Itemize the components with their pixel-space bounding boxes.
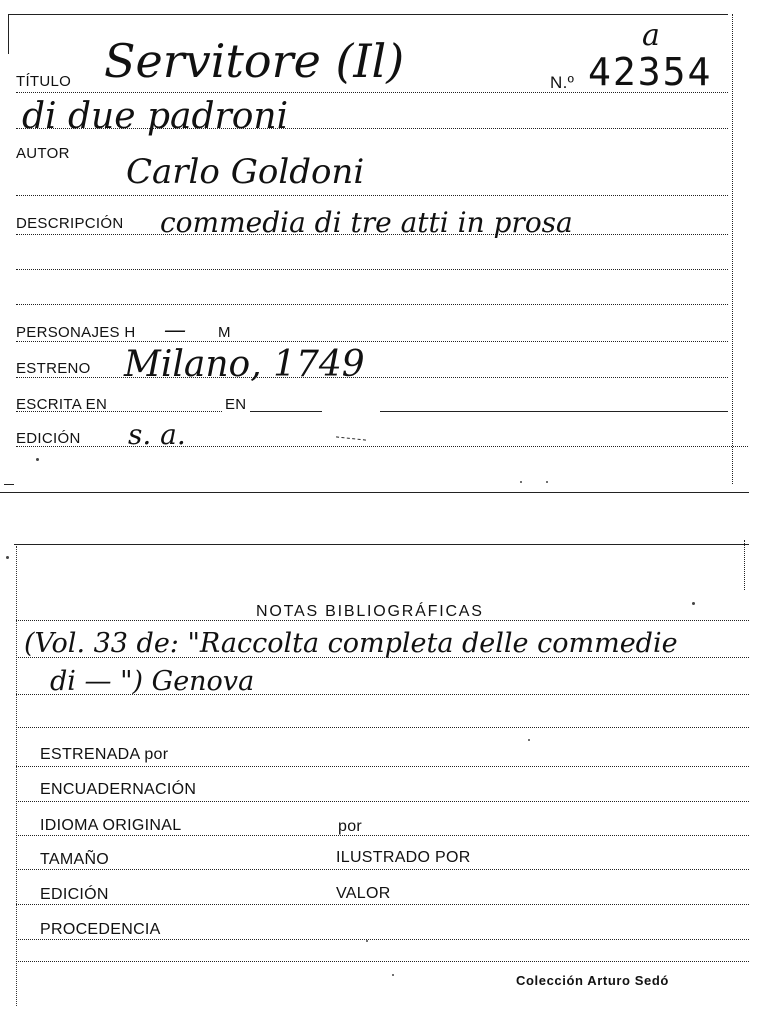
ilustrado-label: ILUSTRADO POR: [336, 849, 471, 866]
notas-line: [16, 620, 749, 621]
notas-line-3-rule: [16, 727, 749, 728]
procedencia-line: [16, 939, 749, 940]
valor-label: VALOR: [336, 885, 391, 902]
card-right-border: [732, 14, 733, 484]
speck: [528, 739, 530, 741]
catalog-card-front: [0, 0, 759, 500]
back-left-border: [16, 546, 17, 1006]
edicion-back-label: EDICIÓN: [40, 886, 109, 903]
numero-value: 42354: [588, 50, 713, 94]
notas-label: NOTAS BIBLIOGRÁFICAS: [256, 603, 484, 620]
descripcion-label: DESCRIPCIÓN: [16, 215, 124, 232]
card-bottom-edge: [0, 492, 749, 493]
estrenada-line: [16, 766, 749, 767]
notas-line-2: di — ") Genova: [50, 666, 255, 697]
edicion-back-line: [16, 904, 749, 905]
personajes-label: PERSONAJES H: [16, 324, 136, 341]
tamano-line: [16, 869, 749, 870]
notas-line-2-rule: [16, 694, 749, 695]
edicion-value: s. a.: [128, 418, 186, 451]
blank-line-1: [16, 269, 728, 270]
speck: [520, 481, 522, 483]
por-label: por: [338, 818, 363, 835]
blank-line-2: [16, 304, 728, 305]
blank-back-line: [16, 961, 749, 962]
titulo-continuation: di due padroni: [22, 96, 289, 137]
estreno-label: ESTRENO: [16, 360, 91, 377]
edicion-label: EDICIÓN: [16, 430, 81, 447]
estreno-line: [16, 377, 728, 378]
speck: [546, 481, 548, 483]
card-left-border: [8, 14, 9, 54]
escrita-en-label: EN: [225, 396, 247, 413]
autor-value: Carlo Goldoni: [126, 152, 365, 192]
estreno-value: Milano, 1749: [124, 344, 365, 385]
encuadernacion-line: [16, 801, 749, 802]
catalog-card-back: [0, 500, 759, 1028]
idioma-line: [16, 835, 749, 836]
numero-label: N.º: [550, 73, 575, 92]
escrita-line-b: [250, 411, 322, 412]
encuadernacion-label: ENCUADERNACIÓN: [40, 781, 197, 798]
speck: [692, 602, 695, 605]
personajes-h-value: —: [164, 318, 186, 343]
speck: [6, 556, 9, 559]
card-top-border: [8, 14, 728, 15]
descripcion-line: [16, 234, 728, 235]
personajes-line: [16, 341, 728, 342]
coleccion-label: Colección Arturo Sedó: [516, 973, 669, 988]
stray-mark: [336, 436, 366, 440]
autor-label: AUTOR: [16, 145, 70, 162]
notas-line-1-rule: [16, 657, 749, 658]
escrita-label: ESCRITA EN: [16, 396, 108, 413]
titulo-label: TÍTULO: [16, 73, 72, 90]
numero-suffix: a: [642, 18, 660, 53]
back-right-border: [744, 540, 745, 590]
speck: [392, 974, 394, 976]
speck: [366, 940, 368, 942]
back-top-border: [14, 544, 749, 545]
edicion-line: [16, 446, 748, 447]
escrita-line-a: [16, 411, 222, 412]
titulo-value: Servitore (Il): [104, 34, 405, 88]
descripcion-value: commedia di tre atti in prosa: [160, 206, 573, 239]
edge-tick: [4, 484, 14, 485]
personajes-m-label: M: [218, 324, 231, 341]
speck: [36, 458, 39, 461]
estrenada-label: ESTRENADA por: [40, 746, 169, 763]
titulo-cont-line: [16, 128, 728, 129]
autor-line: [16, 195, 728, 196]
tamano-label: TAMAÑO: [40, 851, 110, 868]
notas-line-1: (Vol. 33 de: "Raccolta completa delle commedie: [24, 628, 678, 659]
escrita-line-c: [380, 411, 728, 412]
procedencia-label: PROCEDENCIA: [40, 921, 161, 938]
titulo-line: [16, 92, 728, 93]
idioma-label: IDIOMA ORIGINAL: [40, 817, 182, 834]
